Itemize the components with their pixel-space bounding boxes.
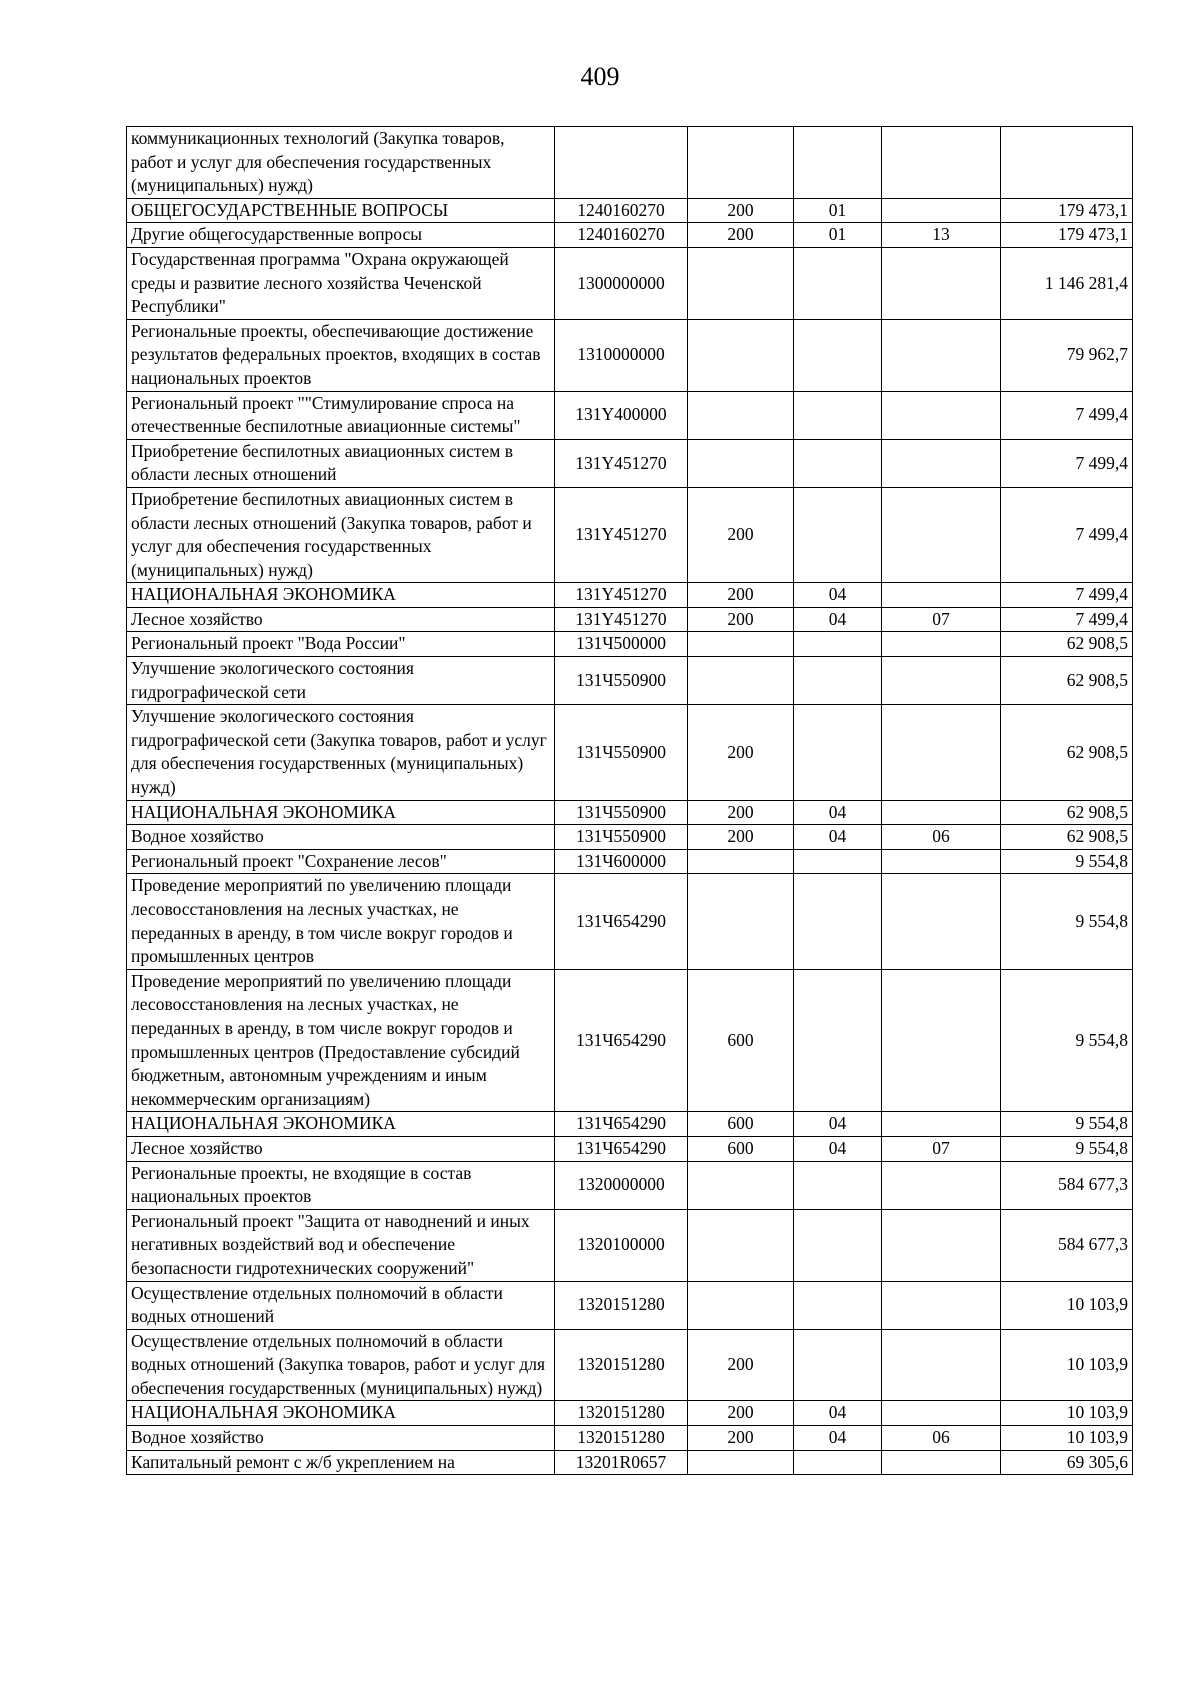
table-row bbox=[127, 657, 1133, 705]
row-section-cell: 04 bbox=[794, 1401, 882, 1426]
row-sum-cell: 7 499,4 bbox=[1001, 487, 1133, 582]
row-name-cell: Водное хозяйство bbox=[127, 825, 555, 850]
row-expense-type-cell: 200 bbox=[688, 1426, 794, 1451]
row-sum-cell: 7 499,4 bbox=[1001, 439, 1133, 487]
row-sum-cell: 62 908,5 bbox=[1001, 825, 1133, 850]
row-section-cell: 04 bbox=[794, 800, 882, 825]
row-code-cell: 131Ч500000 bbox=[555, 632, 688, 657]
row-subsection-cell: 06 bbox=[882, 1426, 1001, 1451]
row-code-cell: 131Y451270 bbox=[555, 439, 688, 487]
row-code-cell: 1240160270 bbox=[555, 223, 688, 248]
row-subsection-cell bbox=[882, 391, 1001, 439]
table-row bbox=[127, 969, 1133, 1112]
row-subsection-cell bbox=[882, 439, 1001, 487]
row-section-cell bbox=[794, 391, 882, 439]
row-expense-type-cell bbox=[688, 874, 794, 969]
row-expense-type-cell bbox=[688, 247, 794, 319]
row-expense-type-cell: 200 bbox=[688, 198, 794, 223]
row-section-cell bbox=[794, 319, 882, 391]
row-sum-cell: 10 103,9 bbox=[1001, 1401, 1133, 1426]
row-code-cell: 131Ч654290 bbox=[555, 969, 688, 1112]
row-expense-type-cell bbox=[688, 127, 794, 199]
row-sum-cell: 179 473,1 bbox=[1001, 223, 1133, 248]
row-section-cell bbox=[794, 657, 882, 705]
row-name-cell: Улучшение экологического состояния гидрографической сети bbox=[127, 657, 555, 705]
row-subsection-cell bbox=[882, 800, 1001, 825]
row-name-cell: Региональные проекты, обеспечивающие достижение результатов федеральных проектов, входящих в состав национальных проектов bbox=[127, 319, 555, 391]
table-row bbox=[127, 1329, 1133, 1401]
row-name-cell: Осуществление отдельных полномочий в области водных отношений bbox=[127, 1281, 555, 1329]
table-row bbox=[127, 705, 1133, 800]
row-name-cell: Приобретение беспилотных авиационных систем в области лесных отношений bbox=[127, 439, 555, 487]
row-name-cell: коммуникационных технологий (Закупка товаров, работ и услуг для обеспечения государственных (муниципальных) нужд) bbox=[127, 127, 555, 199]
row-code-cell: 1240160270 bbox=[555, 198, 688, 223]
row-name-cell: Другие общегосударственные вопросы bbox=[127, 223, 555, 248]
row-subsection-cell bbox=[882, 1209, 1001, 1281]
row-code-cell: 131Ч600000 bbox=[555, 849, 688, 874]
row-subsection-cell bbox=[882, 1112, 1001, 1137]
table-row bbox=[127, 247, 1133, 319]
row-expense-type-cell bbox=[688, 1450, 794, 1475]
row-subsection-cell: 07 bbox=[882, 1136, 1001, 1161]
row-code-cell: 131Ч654290 bbox=[555, 1136, 688, 1161]
row-name-cell: Улучшение экологического состояния гидрографической сети (Закупка товаров, работ и услуг для обеспечения государственных (муниципальных) нужд) bbox=[127, 705, 555, 800]
row-sum-cell: 69 305,6 bbox=[1001, 1450, 1133, 1475]
table-row bbox=[127, 607, 1133, 632]
row-sum-cell: 584 677,3 bbox=[1001, 1209, 1133, 1281]
table-row bbox=[127, 223, 1133, 248]
row-expense-type-cell bbox=[688, 1281, 794, 1329]
row-expense-type-cell: 200 bbox=[688, 583, 794, 608]
row-section-cell bbox=[794, 849, 882, 874]
row-sum-cell: 9 554,8 bbox=[1001, 1136, 1133, 1161]
row-sum-cell: 79 962,7 bbox=[1001, 319, 1133, 391]
row-expense-type-cell: 200 bbox=[688, 705, 794, 800]
table-row bbox=[127, 800, 1133, 825]
row-sum-cell: 7 499,4 bbox=[1001, 607, 1133, 632]
row-section-cell bbox=[794, 247, 882, 319]
row-code-cell: 131Ч654290 bbox=[555, 874, 688, 969]
row-expense-type-cell: 200 bbox=[688, 607, 794, 632]
row-subsection-cell bbox=[882, 247, 1001, 319]
row-subsection-cell: 07 bbox=[882, 607, 1001, 632]
row-sum-cell: 9 554,8 bbox=[1001, 969, 1133, 1112]
page-number: 409 bbox=[580, 62, 620, 91]
row-expense-type-cell bbox=[688, 1209, 794, 1281]
row-section-cell: 04 bbox=[794, 825, 882, 850]
row-code-cell: 131Y451270 bbox=[555, 583, 688, 608]
row-code-cell: 1320000000 bbox=[555, 1161, 688, 1209]
row-code-cell: 131Ч550900 bbox=[555, 800, 688, 825]
row-section-cell bbox=[794, 1161, 882, 1209]
row-subsection-cell bbox=[882, 1329, 1001, 1401]
row-code-cell: 1320151280 bbox=[555, 1401, 688, 1426]
row-name-cell: Проведение мероприятий по увеличению площади лесовосстановления на лесных участках, не переданных в аренду, в том числе вокруг городов и промышленных центров bbox=[127, 874, 555, 969]
row-name-cell: Региональный проект "Сохранение лесов" bbox=[127, 849, 555, 874]
row-section-cell bbox=[794, 439, 882, 487]
row-code-cell: 131Ч654290 bbox=[555, 1112, 688, 1137]
table-row bbox=[127, 487, 1133, 582]
row-section-cell: 01 bbox=[794, 223, 882, 248]
row-code-cell: 131Y400000 bbox=[555, 391, 688, 439]
table-row bbox=[127, 1281, 1133, 1329]
table-row bbox=[127, 583, 1133, 608]
row-sum-cell: 9 554,8 bbox=[1001, 874, 1133, 969]
row-code-cell: 131Y451270 bbox=[555, 487, 688, 582]
row-name-cell: Приобретение беспилотных авиационных систем в области лесных отношений (Закупка товаров, работ и услуг для обеспечения государственных (муниципальных) нужд) bbox=[127, 487, 555, 582]
row-sum-cell: 62 908,5 bbox=[1001, 632, 1133, 657]
table-row bbox=[127, 632, 1133, 657]
row-section-cell bbox=[794, 127, 882, 199]
row-expense-type-cell bbox=[688, 319, 794, 391]
row-subsection-cell: 13 bbox=[882, 223, 1001, 248]
row-section-cell bbox=[794, 969, 882, 1112]
row-name-cell: НАЦИОНАЛЬНАЯ ЭКОНОМИКА bbox=[127, 1401, 555, 1426]
table-row bbox=[127, 874, 1133, 969]
row-subsection-cell bbox=[882, 319, 1001, 391]
row-subsection-cell bbox=[882, 705, 1001, 800]
row-name-cell: Региональные проекты, не входящие в состав национальных проектов bbox=[127, 1161, 555, 1209]
row-expense-type-cell: 200 bbox=[688, 800, 794, 825]
table-row bbox=[127, 1450, 1133, 1475]
row-expense-type-cell: 200 bbox=[688, 223, 794, 248]
row-expense-type-cell: 600 bbox=[688, 1112, 794, 1137]
row-name-cell: Лесное хозяйство bbox=[127, 1136, 555, 1161]
row-sum-cell: 9 554,8 bbox=[1001, 1112, 1133, 1137]
table-row bbox=[127, 319, 1133, 391]
row-expense-type-cell: 200 bbox=[688, 825, 794, 850]
row-name-cell: НАЦИОНАЛЬНАЯ ЭКОНОМИКА bbox=[127, 1112, 555, 1137]
row-subsection-cell bbox=[882, 583, 1001, 608]
row-section-cell bbox=[794, 1450, 882, 1475]
row-sum-cell: 62 908,5 bbox=[1001, 800, 1133, 825]
row-subsection-cell bbox=[882, 1401, 1001, 1426]
row-expense-type-cell: 600 bbox=[688, 1136, 794, 1161]
row-name-cell: Государственная программа "Охрана окружающей среды и развитие лесного хозяйства Чеченской Республики" bbox=[127, 247, 555, 319]
row-code-cell: 1300000000 bbox=[555, 247, 688, 319]
row-name-cell: ОБЩЕГОСУДАРСТВЕННЫЕ ВОПРОСЫ bbox=[127, 198, 555, 223]
row-sum-cell: 10 103,9 bbox=[1001, 1329, 1133, 1401]
row-subsection-cell bbox=[882, 198, 1001, 223]
row-subsection-cell bbox=[882, 657, 1001, 705]
row-section-cell: 04 bbox=[794, 1426, 882, 1451]
row-sum-cell: 1 146 281,4 bbox=[1001, 247, 1133, 319]
row-section-cell bbox=[794, 705, 882, 800]
row-subsection-cell bbox=[882, 127, 1001, 199]
row-code-cell: 1320100000 bbox=[555, 1209, 688, 1281]
budget-table bbox=[126, 126, 1133, 1475]
row-subsection-cell bbox=[882, 632, 1001, 657]
row-code-cell: 1320151280 bbox=[555, 1281, 688, 1329]
row-expense-type-cell: 200 bbox=[688, 1401, 794, 1426]
row-section-cell: 04 bbox=[794, 1136, 882, 1161]
row-subsection-cell bbox=[882, 1450, 1001, 1475]
row-sum-cell: 10 103,9 bbox=[1001, 1426, 1133, 1451]
row-name-cell: Региональный проект ""Стимулирование спроса на отечественные беспилотные авиационные системы" bbox=[127, 391, 555, 439]
row-code-cell bbox=[555, 127, 688, 199]
row-sum-cell bbox=[1001, 127, 1133, 199]
row-expense-type-cell bbox=[688, 1161, 794, 1209]
table-row bbox=[127, 391, 1133, 439]
row-section-cell: 04 bbox=[794, 607, 882, 632]
row-section-cell: 01 bbox=[794, 198, 882, 223]
row-code-cell: 131Ч550900 bbox=[555, 825, 688, 850]
row-sum-cell: 9 554,8 bbox=[1001, 849, 1133, 874]
row-code-cell: 1320151280 bbox=[555, 1329, 688, 1401]
row-code-cell: 1310000000 bbox=[555, 319, 688, 391]
row-expense-type-cell bbox=[688, 849, 794, 874]
table-row bbox=[127, 198, 1133, 223]
row-name-cell: Водное хозяйство bbox=[127, 1426, 555, 1451]
row-subsection-cell bbox=[882, 874, 1001, 969]
row-sum-cell: 62 908,5 bbox=[1001, 657, 1133, 705]
row-expense-type-cell: 200 bbox=[688, 1329, 794, 1401]
table-row bbox=[127, 849, 1133, 874]
table-row bbox=[127, 825, 1133, 850]
row-name-cell: Осуществление отдельных полномочий в области водных отношений (Закупка товаров, работ и услуг для обеспечения государственных (муниципальных) нужд) bbox=[127, 1329, 555, 1401]
row-code-cell: 131Ч550900 bbox=[555, 705, 688, 800]
row-name-cell: Капитальный ремонт с ж/б укреплением на bbox=[127, 1450, 555, 1475]
row-subsection-cell bbox=[882, 487, 1001, 582]
table-row bbox=[127, 1401, 1133, 1426]
row-section-cell bbox=[794, 487, 882, 582]
row-expense-type-cell: 200 bbox=[688, 487, 794, 582]
table-row bbox=[127, 127, 1133, 199]
row-section-cell bbox=[794, 1281, 882, 1329]
row-expense-type-cell bbox=[688, 632, 794, 657]
row-sum-cell: 7 499,4 bbox=[1001, 391, 1133, 439]
budget-table-body bbox=[127, 127, 1133, 1475]
row-subsection-cell: 06 bbox=[882, 825, 1001, 850]
table-row bbox=[127, 1136, 1133, 1161]
row-code-cell: 131Y451270 bbox=[555, 607, 688, 632]
row-section-cell bbox=[794, 874, 882, 969]
table-row bbox=[127, 1161, 1133, 1209]
table-row bbox=[127, 1426, 1133, 1451]
row-sum-cell: 10 103,9 bbox=[1001, 1281, 1133, 1329]
row-expense-type-cell bbox=[688, 391, 794, 439]
row-code-cell: 13201R0657 bbox=[555, 1450, 688, 1475]
table-row bbox=[127, 1209, 1133, 1281]
row-section-cell bbox=[794, 1209, 882, 1281]
row-name-cell: НАЦИОНАЛЬНАЯ ЭКОНОМИКА bbox=[127, 800, 555, 825]
row-name-cell: Региональный проект "Защита от наводнений и иных негативных воздействий вод и обеспечение безопасности гидротехнических сооружений" bbox=[127, 1209, 555, 1281]
table-row bbox=[127, 1112, 1133, 1137]
row-sum-cell: 584 677,3 bbox=[1001, 1161, 1133, 1209]
row-sum-cell: 7 499,4 bbox=[1001, 583, 1133, 608]
row-section-cell bbox=[794, 632, 882, 657]
row-code-cell: 131Ч550900 bbox=[555, 657, 688, 705]
row-name-cell: Проведение мероприятий по увеличению площади лесовосстановления на лесных участках, не переданных в аренду, в том числе вокруг городов и промышленных центров (Предоставление субсидий бюджетным, автономным учреждениям и иным некоммерческим организациям) bbox=[127, 969, 555, 1112]
row-expense-type-cell: 600 bbox=[688, 969, 794, 1112]
row-code-cell: 1320151280 bbox=[555, 1426, 688, 1451]
row-section-cell: 04 bbox=[794, 583, 882, 608]
row-name-cell: НАЦИОНАЛЬНАЯ ЭКОНОМИКА bbox=[127, 583, 555, 608]
row-section-cell bbox=[794, 1329, 882, 1401]
row-subsection-cell bbox=[882, 849, 1001, 874]
row-expense-type-cell bbox=[688, 657, 794, 705]
row-name-cell: Лесное хозяйство bbox=[127, 607, 555, 632]
row-subsection-cell bbox=[882, 1281, 1001, 1329]
row-sum-cell: 62 908,5 bbox=[1001, 705, 1133, 800]
row-sum-cell: 179 473,1 bbox=[1001, 198, 1133, 223]
row-expense-type-cell bbox=[688, 439, 794, 487]
row-section-cell: 04 bbox=[794, 1112, 882, 1137]
table-row bbox=[127, 439, 1133, 487]
row-name-cell: Региональный проект "Вода России" bbox=[127, 632, 555, 657]
row-subsection-cell bbox=[882, 1161, 1001, 1209]
row-subsection-cell bbox=[882, 969, 1001, 1112]
